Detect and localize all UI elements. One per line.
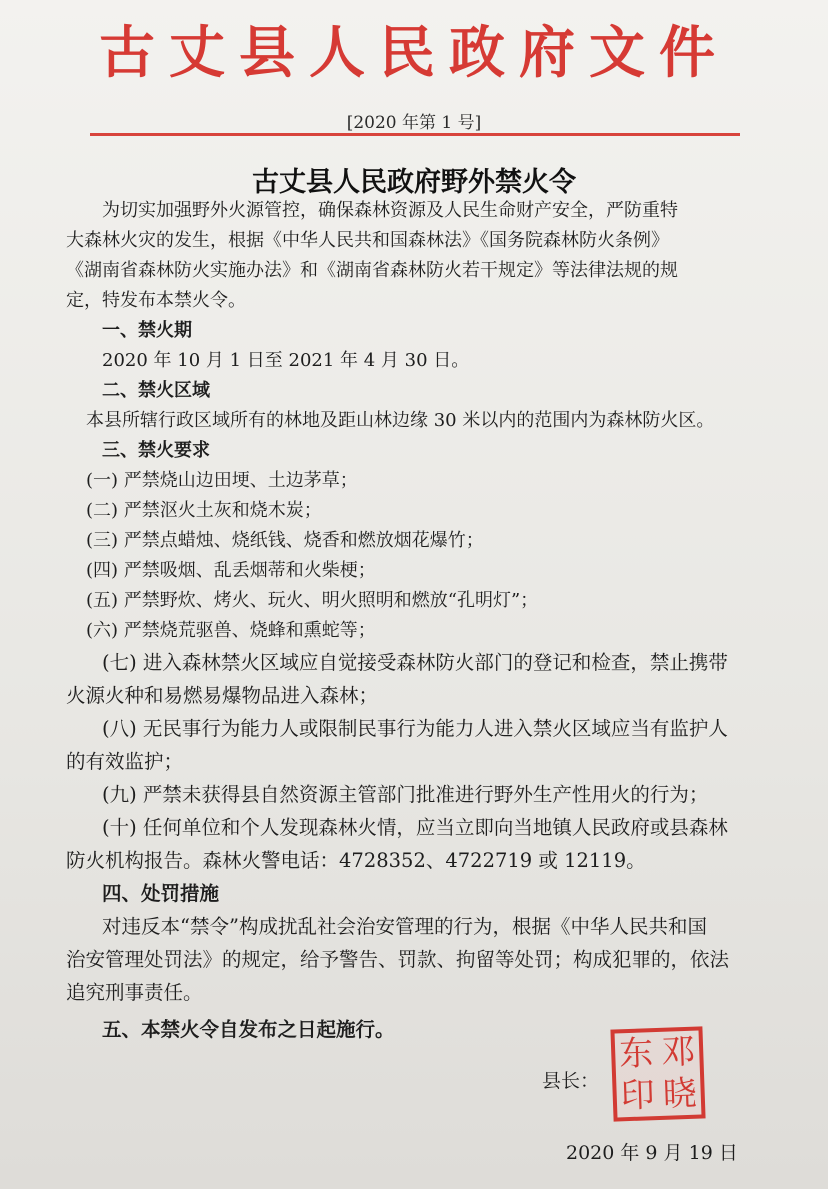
section-4-line-3: 追究刑事责任。 xyxy=(66,981,203,1004)
intro-line-1: 为切实加强野外火源管控，确保森林资源及人民生命财产安全，严防重特 xyxy=(102,200,678,221)
requirement-item-4: (四) 严禁吸烟、乱丢烟蒂和火柴梗； xyxy=(86,560,376,581)
requirement-item-10-line-2: 防火机构报告。森林火警电话：4728352、4722719 或 12119。 xyxy=(66,849,646,872)
seal-char-1: 东 xyxy=(618,1033,654,1075)
requirement-item-6: (六) 严禁烧荒驱兽、烧蜂和熏蛇等； xyxy=(86,620,376,641)
section-3-heading: 三、禁火要求 xyxy=(102,440,210,461)
requirement-item-9: (九) 严禁未获得县自然资源主管部门批准进行野外生产性用火的行为； xyxy=(102,783,709,806)
issuer-header: 古丈县人民政府文件 xyxy=(99,21,729,86)
document-number: [2020 年第 1 号] xyxy=(346,113,482,133)
document-body xyxy=(66,196,786,1046)
section-4-heading: 四、处罚措施 xyxy=(102,882,220,905)
requirement-item-10-line-1: (十) 任何单位和个人发现森林火情，应当立即向当地镇人民政府或县森林 xyxy=(102,816,728,839)
requirement-item-2: (二) 严禁沤火土灰和烧木炭； xyxy=(86,500,322,521)
section-2-text: 本县所辖行政区域所有的林地及距山林边缘 30 米以内的范围内为森林防火区。 xyxy=(86,410,715,431)
seal-char-3: 印 xyxy=(620,1075,656,1117)
intro-line-3: 《湖南省森林防火实施办法》和《湖南省森林防火若干规定》等法律法规的规 xyxy=(66,260,678,281)
issue-date: 2020 年 9 月 19 日 xyxy=(566,1142,738,1164)
section-4-line-2: 治安管理处罚法》的规定，给予警告、罚款、拘留等处罚；构成犯罪的，依法 xyxy=(66,948,730,971)
seal-char-4: 晓 xyxy=(662,1073,698,1115)
red-divider-line xyxy=(90,133,740,136)
requirement-item-8-line-1: (八) 无民事行为能力人或限制民事行为能力人进入禁火区域应当有监护人 xyxy=(102,717,728,740)
intro-line-2: 大森林火灾的发生，根据《中华人民共和国森林法》《国务院森林防火条例》 xyxy=(66,230,669,251)
lower-section xyxy=(66,646,786,1046)
requirement-item-5: (五) 严禁野炊、烤火、玩火、明火照明和燃放“孔明灯”； xyxy=(86,590,539,611)
section-4-line-1: 对违反本“禁令”构成扰乱社会治安管理的行为，根据《中华人民共和国 xyxy=(102,915,707,938)
section-1-text: 2020 年 10 月 1 日至 2021 年 4 月 30 日。 xyxy=(102,350,470,371)
official-seal-stamp xyxy=(610,1026,705,1121)
order-title: 古丈县人民政府野外禁火令 xyxy=(252,167,576,198)
requirement-item-1: (一) 严禁烧山边田埂、土边茅草； xyxy=(86,470,358,491)
section-2-heading: 二、禁火区域 xyxy=(102,380,210,401)
requirement-item-7-line-2: 火源火种和易燃易爆物品进入森林； xyxy=(66,684,379,707)
requirement-item-7-line-1: (七) 进入森林禁火区域应自觉接受森林防火部门的登记和检查，禁止携带 xyxy=(102,651,728,674)
intro-line-4: 定，特发布本禁火令。 xyxy=(66,290,246,311)
requirement-item-8-line-2: 的有效监护； xyxy=(66,750,184,773)
section-5-heading: 五、本禁火令自发布之日起施行。 xyxy=(102,1018,395,1041)
seal-char-2: 邓 xyxy=(660,1031,696,1073)
requirement-item-3: (三) 严禁点蜡烛、烧纸钱、烧香和燃放烟花爆竹； xyxy=(86,530,484,551)
signatory-label: 县长： xyxy=(542,1070,600,1092)
section-1-heading: 一、禁火期 xyxy=(102,320,192,341)
